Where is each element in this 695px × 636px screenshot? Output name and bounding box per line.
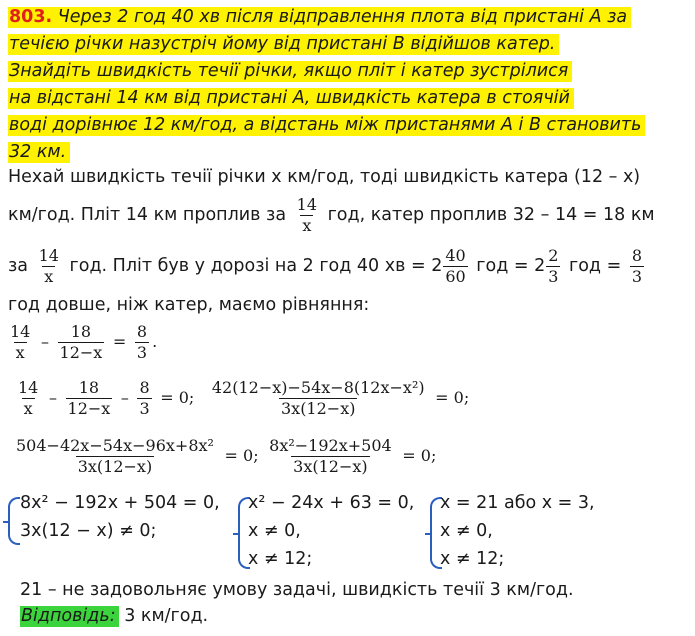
problem-line-5: [8, 112, 645, 138]
denominator: x: [23, 398, 33, 418]
numerator: 8: [139, 377, 150, 397]
answer-label: Відповідь:: [20, 606, 119, 627]
denominator: x: [15, 342, 25, 362]
numerator: 8x²−192x+504: [269, 435, 392, 455]
numerator: 40: [445, 245, 466, 265]
fraction-2-3: [546, 246, 560, 287]
problem-text-6: 32 км.: [8, 142, 70, 163]
denominator: x: [44, 266, 54, 286]
fraction-14-x: [8, 322, 32, 363]
denominator: 3x(12−x): [77, 456, 153, 476]
numerator: 14: [296, 194, 318, 214]
fraction-expanded: [14, 436, 216, 477]
problem-text-2: течією річки назустріч йому від пристані В відійшов катер.: [8, 34, 559, 55]
system-2-line-1: x² − 24x + 63 = 0,: [248, 493, 415, 513]
system-3-line-3: x ≠ 12;: [440, 549, 505, 569]
numerator: 14: [38, 245, 59, 265]
fraction-14-x: [295, 195, 319, 236]
problem-line-6: [8, 139, 70, 165]
problem-line-3: [8, 58, 572, 84]
fraction-14-x: [16, 378, 40, 419]
fraction-8-3: [135, 322, 149, 363]
fraction-18-12-x: [66, 378, 113, 419]
equals-sign: =: [112, 332, 127, 351]
text: год. Пліт був у дорозі на 2 год 40 хв = 2: [69, 256, 443, 276]
text: за: [8, 256, 29, 276]
text: год, катер проплив 32 – 14 = 18 км: [327, 205, 655, 225]
denominator: 3x(12−x): [293, 456, 368, 476]
equals-zero: = 0;: [402, 446, 437, 465]
numerator: 8: [631, 245, 642, 265]
problem-text-3: Знайдіть швидкість течії річки, якщо пліт і катер зустрілися: [8, 61, 572, 82]
denominator: 3: [139, 398, 150, 418]
problem-line-4: [8, 85, 574, 111]
numerator: 14: [10, 321, 31, 341]
solution-line-1: Нехай швидкість течії річки x км/год, тоді швидкість катера (12 – x): [8, 167, 641, 187]
conclusion: 21 – не задовольняє умову задачі, швидкість течії 3 км/год.: [20, 580, 574, 600]
text: км/год. Пліт 14 км проплив за: [8, 205, 287, 225]
minus-sign: –: [120, 388, 129, 407]
denominator: 3: [136, 342, 148, 362]
equals-zero: = 0;: [224, 446, 259, 465]
fraction-combined: [210, 378, 427, 419]
fraction-8-3: [137, 378, 151, 419]
denominator: 12−x: [67, 398, 111, 418]
denominator: 3: [631, 266, 642, 286]
numerator: 18: [78, 377, 100, 397]
numerator: 8: [136, 321, 148, 341]
equation-1: [8, 318, 157, 366]
text: год =: [569, 256, 622, 276]
equals-zero: = 0;: [435, 388, 470, 407]
denominator: x: [302, 215, 312, 235]
numerator: 2: [548, 245, 559, 265]
equation-2: [16, 374, 469, 422]
answer-line: [20, 603, 208, 629]
numerator: 14: [18, 377, 39, 397]
solution-line-4: год довше, ніж катер, маємо рівняння:: [8, 295, 370, 315]
system-3-line-1: x = 21 або x = 3,: [440, 493, 595, 513]
fraction-8-3: [630, 246, 644, 287]
numerator: 18: [70, 321, 92, 341]
fraction-40-60: [443, 246, 467, 287]
system-2-line-2: x ≠ 0,: [248, 521, 301, 541]
answer-value: 3 км/год.: [124, 606, 209, 626]
system-1-line-1: 8x² − 192x + 504 = 0,: [20, 493, 220, 513]
problem-line-2: [8, 31, 559, 57]
solution-line-2: [8, 191, 655, 239]
system-brace-1: [8, 497, 20, 545]
problem-text-1: Через 2 год 40 хв після відправлення плота від пристані А за: [57, 7, 628, 27]
fraction-14-x: [37, 246, 61, 287]
problem-number: 803.: [9, 7, 53, 27]
problem-text-5: воді дорівнює 12 км/год, а відстань між пристанями А і В становить: [8, 115, 645, 136]
system-3-line-2: x ≠ 0,: [440, 521, 493, 541]
numerator: 504−42x−54x−96x+8x²: [16, 435, 214, 455]
denominator: 60: [445, 266, 466, 286]
period: .: [152, 332, 158, 351]
system-2-line-3: x ≠ 12;: [248, 549, 313, 569]
fraction-simplified: [267, 436, 394, 477]
solution-line-3: [8, 242, 647, 290]
system-1-line-2: 3x(12 − x) ≠ 0;: [20, 521, 157, 541]
numerator: 42(12−x)−54x−8(12x−x²): [211, 377, 425, 397]
problem-text-4: на відстані 14 км від пристані А, швидкість катера в стоячій: [8, 88, 574, 109]
fraction-18-12-x: [58, 322, 105, 363]
equals-zero: = 0;: [160, 388, 195, 407]
problem-line-1: [8, 4, 631, 30]
minus-sign: –: [48, 388, 57, 407]
denominator: 3x(12−x): [280, 398, 356, 418]
denominator: 12−x: [59, 342, 103, 362]
equation-3: [14, 432, 436, 480]
denominator: 3: [548, 266, 559, 286]
minus-sign: –: [40, 332, 49, 351]
text: год = 2: [476, 256, 546, 276]
